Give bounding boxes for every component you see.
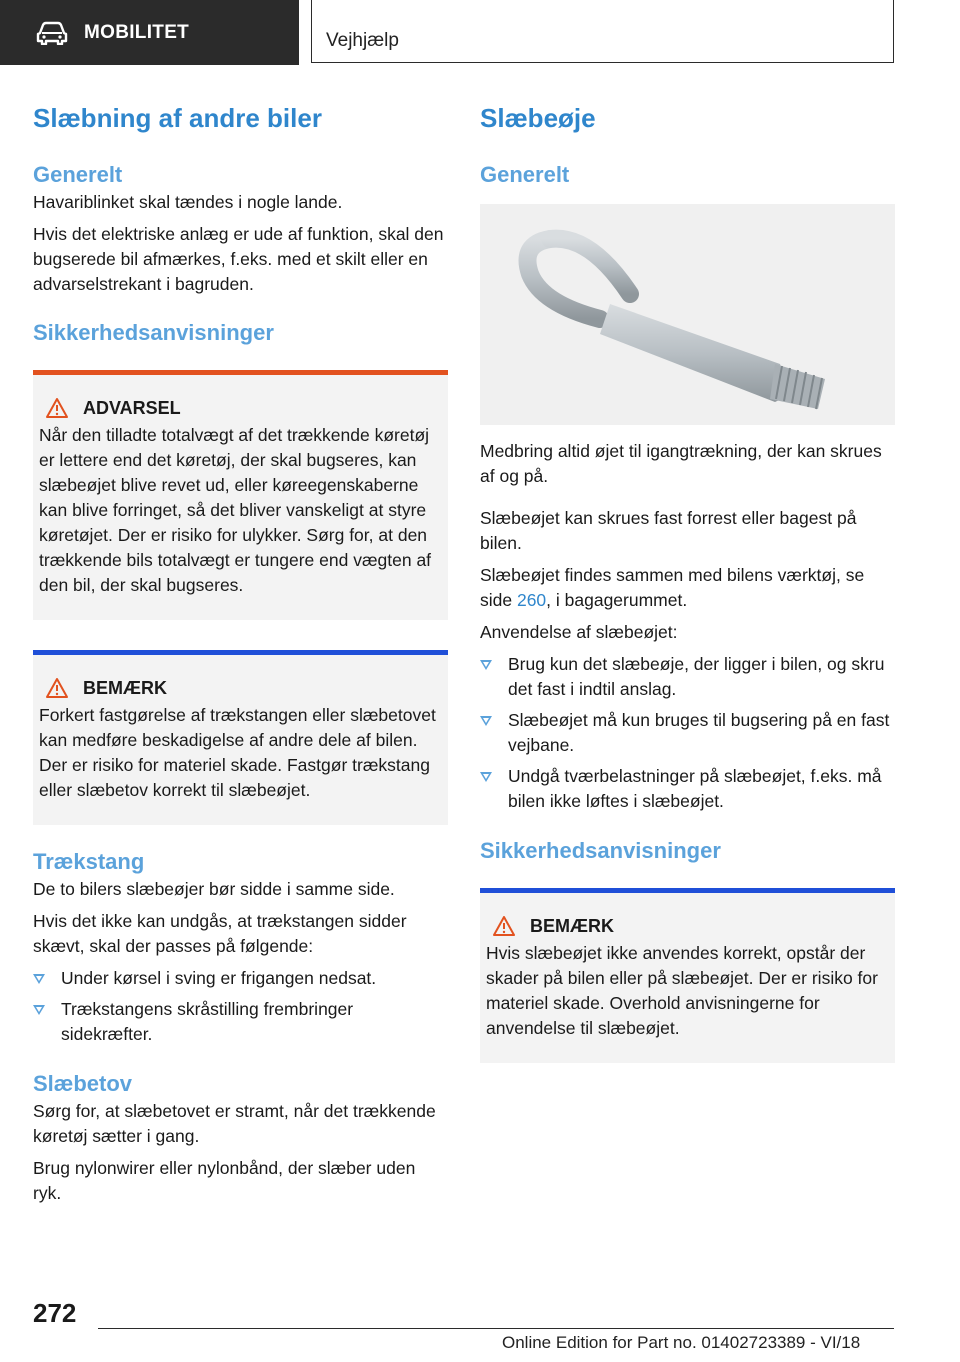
- slaebetov-heading: Slæbetov: [33, 1071, 133, 1096]
- slaebetov-p2: Brug nylonwirer eller nylonbånd, der slæber uden ryk.: [33, 1158, 416, 1203]
- tow-eye-image: [480, 204, 895, 425]
- traekstang-heading: Trækstang: [33, 849, 145, 874]
- right-generelt-p4: Anvendelse af slæbeøjet:: [480, 622, 678, 642]
- note-label: BEMÆRK: [83, 677, 167, 698]
- footer-divider: [98, 1328, 894, 1329]
- note-box-left: [33, 650, 448, 825]
- car-icon: [36, 21, 68, 45]
- warning-box: [33, 370, 448, 620]
- usage-list: [480, 652, 895, 814]
- header-section: [0, 0, 299, 65]
- right-column: [480, 100, 895, 1063]
- right-sikkerhed-heading: Sikkerhedsanvisninger: [480, 838, 721, 863]
- list-item: Under kørsel i sving er frigangen nedsat.: [33, 966, 448, 991]
- traekstang-p2: Hvis det ikke kan undgås, at trækstangen sidder skævt, skal der passes på følgende:: [33, 911, 407, 956]
- list-item: Slæbeøjet må kun bruges til bugsering på en fast vejbane.: [480, 708, 895, 758]
- right-generelt-p2: Slæbeøjet kan skrues fast forrest eller bagest på bilen.: [480, 508, 857, 553]
- warning-triangle-icon: [45, 677, 69, 699]
- left-title: Slæbning af andre biler: [33, 103, 322, 133]
- chapter-tab: [311, 0, 894, 63]
- bullet-triangle-icon: [480, 716, 492, 726]
- warning-text: Når den tilladte totalvægt af det trækkende køretøj er lettere end det køretøj, der skal bugseres, kan slæbeøjet blive revet ud, eller køreegenskaberne kan blive forringet, så det bliver vanskeligt at styre køretøjet. Der er risiko for ulykker. Sørg for, at den trækkende bils totalvægt er tungere end vægten af den bil, der skal bugseres.: [39, 425, 432, 595]
- slaebetov-p1: Sørg for, at slæbetovet er stramt, når det trækkende køretøj sætter i gang.: [33, 1101, 436, 1146]
- right-generelt-heading: Generelt: [480, 162, 570, 187]
- bullet-triangle-icon: [480, 772, 492, 782]
- section-title: MOBILITET: [84, 21, 190, 43]
- left-column: [33, 100, 448, 1213]
- traekstang-list: [33, 966, 448, 1047]
- edition-text: Online Edition for Part no. 01402723389 - VI/18: [502, 1333, 861, 1352]
- right-title: Slæbeøje: [480, 103, 596, 133]
- list-item: Brug kun det slæbeøje, der ligger i bilen, og skru det fast i indtil anslag.: [480, 652, 895, 702]
- bullet-triangle-icon: [33, 974, 45, 984]
- note-box-right: [480, 888, 895, 1063]
- warning-label: ADVARSEL: [83, 397, 181, 418]
- bullet-triangle-icon: [33, 1005, 45, 1015]
- page-link-260[interactable]: 260: [516, 590, 547, 610]
- right-generelt-p3: Slæbeøjet findes sammen med bilens værktøj, se side 260, i bagagerummet.: [480, 565, 865, 610]
- bullet-triangle-icon: [480, 660, 492, 670]
- list-item: Trækstangens skråstilling frembringer sidekræfter.: [33, 997, 448, 1047]
- page-number: 272: [33, 1298, 77, 1328]
- note-text: Forkert fastgørelse af trækstangen eller slæbetovet kan medføre beskadigelse af andre dele af bilen. Der er risiko for materiel skade. Fastgør trækstang eller slæbetov korrekt til slæbeøjet.: [39, 705, 436, 800]
- note-text: Hvis slæbeøjet ikke anvendes korrekt, opstår der skader på bilen eller på slæbeøjet. Der er risiko for materiel skade. Overhold anvisningerne for anvendelse til slæbeøjet.: [486, 943, 878, 1038]
- left-generelt-heading: Generelt: [33, 162, 123, 187]
- left-sikkerhed-heading: Sikkerhedsanvisninger: [33, 320, 274, 345]
- note-label: BEMÆRK: [530, 915, 614, 936]
- left-generelt-p2: Hvis det elektriske anlæg er ude af funktion, skal den bugserede bil afmærkes, f.eks. med et skilt eller en advarselstrekant i bagruden.: [33, 224, 444, 294]
- left-generelt-p1: Havariblinket skal tændes i nogle lande.: [33, 192, 343, 212]
- tow-eye-icon: [480, 204, 895, 425]
- traekstang-p1: De to bilers slæbeøjer bør sidde i samme side.: [33, 879, 395, 899]
- right-generelt-p1: Medbring altid øjet til igangtrækning, der kan skrues af og på.: [480, 441, 882, 486]
- list-item: Undgå tværbelastninger på slæbeøjet, f.eks. må bilen ikke løftes i slæbeøjet.: [480, 764, 895, 814]
- chapter-title: Vejhjælp: [326, 30, 399, 51]
- warning-triangle-icon: [492, 915, 516, 937]
- warning-triangle-icon: [45, 397, 69, 419]
